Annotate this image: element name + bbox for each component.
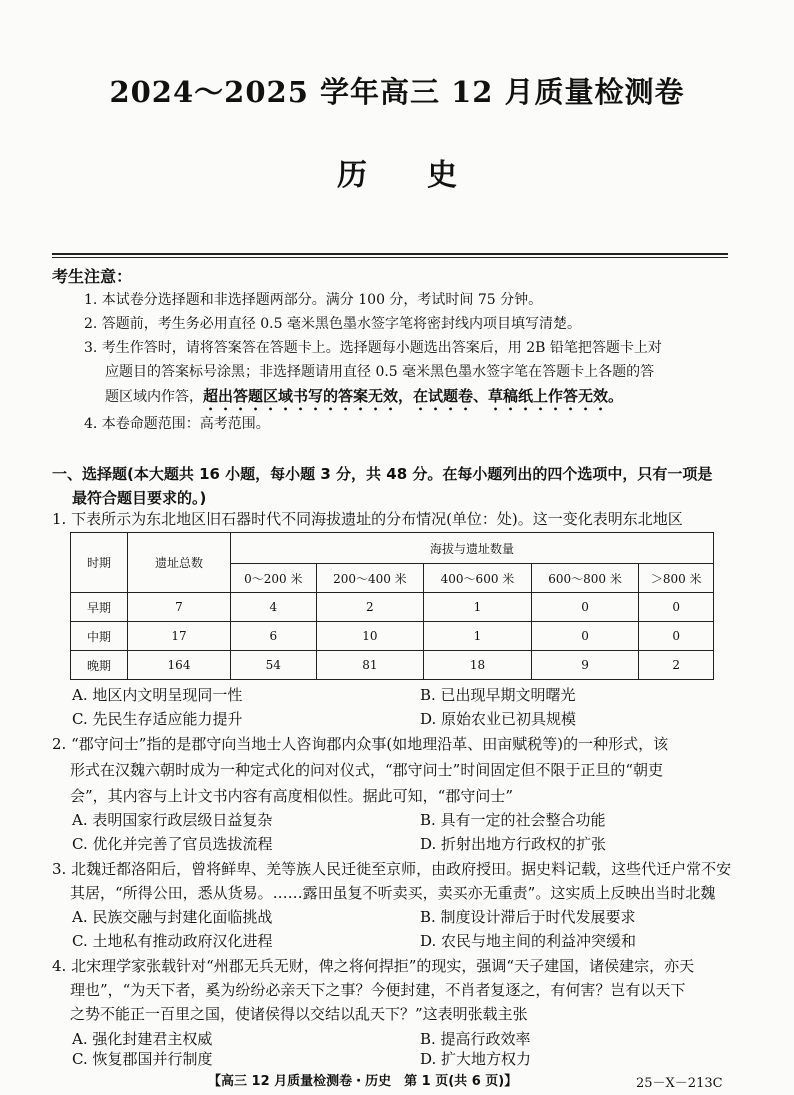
question-2-line-3: 会”，其内容与上计文书内容有高度相似性。据此可知，“郡守问士” — [70, 787, 514, 805]
table-cell-period: 早期 — [71, 593, 128, 622]
q1-option-a: A. 地区内文明呈现同一性 — [72, 686, 243, 704]
table-header-range: 400～600 米 — [424, 564, 532, 593]
q1-option-d: D. 原始农业已初具规模 — [420, 710, 577, 728]
q1-option-b: B. 已出现早期文明曙光 — [420, 686, 576, 704]
q1-option-c: C. 先民生存适应能力提升 — [72, 710, 243, 728]
question-4-line-1: 4. 北宋理学家张载针对“州郡无兵无财，俾之将何捍拒”的现实，强调“天子建国，诸侯建宗，亦天 — [52, 957, 695, 975]
header-divider-thick — [52, 253, 728, 255]
header-divider-thin — [52, 257, 728, 258]
q3-option-a: A. 民族交融与封建化面临挑战 — [72, 908, 273, 926]
q2-option-b: B. 具有一定的社会整合功能 — [420, 811, 606, 829]
notice-item-4: 4. 本卷命题范围：高考范围。 — [84, 416, 270, 432]
table-cell: 81 — [316, 651, 424, 680]
section-heading-line-1: 一、选择题(本大题共 16 小题，每小题 3 分，共 48 分。在每小题列出的四个选项中，只有一项是 — [52, 465, 713, 483]
table-cell: 6 — [231, 622, 317, 651]
q2-option-d: D. 折射出地方行政权的扩张 — [420, 835, 607, 853]
table-header-altitude-group: 海拔与遗址数量 — [231, 533, 714, 564]
table-cell-total: 7 — [128, 593, 231, 622]
table-cell: 10 — [316, 622, 424, 651]
table-cell-total: 164 — [128, 651, 231, 680]
table-cell: 18 — [424, 651, 532, 680]
table-cell: 0 — [639, 593, 714, 622]
q4-option-a: A. 强化封建君主权威 — [72, 1030, 213, 1048]
notice-item-3: 3. 考生作答时，请将答案答在答题卡上。选择题每小题选出答案后，用 2B 铅笔把答题卡上对 — [84, 340, 662, 356]
table-header-period: 时期 — [71, 533, 128, 593]
table-header-total: 遗址总数 — [128, 533, 231, 593]
notice-item-2: 2. 答题前，考生务必用直径 0.5 毫米黑色墨水签字笔将密封线内项目填写清楚。 — [84, 316, 581, 332]
notice-item-3-plain: 题区域内作答， — [105, 389, 203, 405]
table-cell-total: 17 — [128, 622, 231, 651]
table-cell-period: 晚期 — [71, 651, 128, 680]
question-4-line-2: 理也”，“为天下者，奚为纷纷必亲天下之事？今便封建，不肖者复逐之，有何害？岂有以天下 — [70, 981, 686, 999]
q4-option-c: C. 恢复郡国并行制度 — [72, 1050, 213, 1068]
question-4-line-3: 之势不能正一百里之国，使诸侯得以交结以乱天下？”这表明张载主张 — [70, 1005, 528, 1023]
q3-option-d: D. 农民与地主间的利益冲突缓和 — [420, 932, 637, 950]
section-heading-line-2: 最符合题目要求的。) — [72, 489, 207, 507]
section-heading — [52, 462, 742, 510]
q2-option-c: C. 优化并完善了官员选拔流程 — [72, 835, 273, 853]
table-cell: 9 — [531, 651, 639, 680]
question-2-line-2: 形式在汉魏六朝时成为一种定式化的问对仪式，“郡守问士”时间固定但不限于正旦的“朝吏 — [70, 761, 664, 779]
notice-item-3-emphasis: 超出答题区域书写的答案无效，在试题卷、草稿纸上作答无效。 — [203, 387, 624, 405]
notice-item-3-line-3 — [105, 384, 735, 414]
question-3-line-1: 3. 北魏迁都洛阳后，曾将鲜卑、羌等族人民迁徙至京师，由政府授田。据史料记载，这些代迁户常不安 — [52, 860, 732, 878]
question-2-line-1: 2. “郡守问士”指的是郡守向当地士人咨询郡内众事(如地理沿革、田亩赋税等)的一种形式，该 — [52, 735, 669, 753]
table-cell: 54 — [231, 651, 317, 680]
table-cell: 2 — [316, 593, 424, 622]
notice-item-3-line-2: 应题目的答案标号涂黑；非选择题请用直径 0.5 毫米黑色墨水签字笔在答题卡上各题的答 — [105, 364, 655, 380]
table-header-range: 200～400 米 — [316, 564, 424, 593]
q4-option-b: B. 提高行政效率 — [420, 1030, 531, 1048]
table-header-range: 0～200 米 — [231, 564, 317, 593]
table-cell: 0 — [531, 622, 639, 651]
table-header-range: ＞800 米 — [639, 564, 714, 593]
table-cell-period: 中期 — [71, 622, 128, 651]
paper-code: 25－X－213C — [636, 1076, 723, 1091]
q3-option-c: C. 土地私有推动政府汉化进程 — [72, 932, 273, 950]
q3-option-b: B. 制度设计滞后于时代发展要求 — [420, 908, 636, 926]
exam-title: 2024～2025 学年高三 12 月质量检测卷 — [109, 75, 685, 109]
table-cell: 2 — [639, 651, 714, 680]
subject-title: 历史 — [337, 158, 517, 193]
notice-item-1: 1. 本试卷分选择题和非选择题两部分。满分 100 分，考试时间 75 分钟。 — [84, 292, 543, 308]
table-cell: 4 — [231, 593, 317, 622]
question-3-line-2: 其居，“所得公田，悉从货易。……露田虽复不听卖买，卖买亦无重责”。这实质上反映出当时北魏 — [70, 884, 716, 902]
table-cell: 0 — [531, 593, 639, 622]
table-cell: 1 — [424, 622, 532, 651]
table-cell: 0 — [639, 622, 714, 651]
page-footer: 【高三 12 月质量检测卷・历史 第 1 页(共 6 页)】 — [208, 1074, 518, 1089]
table-header-range: 600～800 米 — [531, 564, 639, 593]
site-distribution-table — [70, 532, 714, 680]
q2-option-a: A. 表明国家行政层级日益复杂 — [72, 811, 273, 829]
notice-heading: 考生注意： — [52, 267, 133, 286]
table-cell: 1 — [424, 593, 532, 622]
table-row — [71, 651, 714, 680]
q4-option-d: D. 扩大地方权力 — [420, 1050, 532, 1068]
question-1-stem: 1. 下表所示为东北地区旧石器时代不同海拔遗址的分布情况(单位：处)。这一变化表明东北地区 — [52, 510, 683, 528]
table-row — [71, 593, 714, 622]
table-row — [71, 622, 714, 651]
